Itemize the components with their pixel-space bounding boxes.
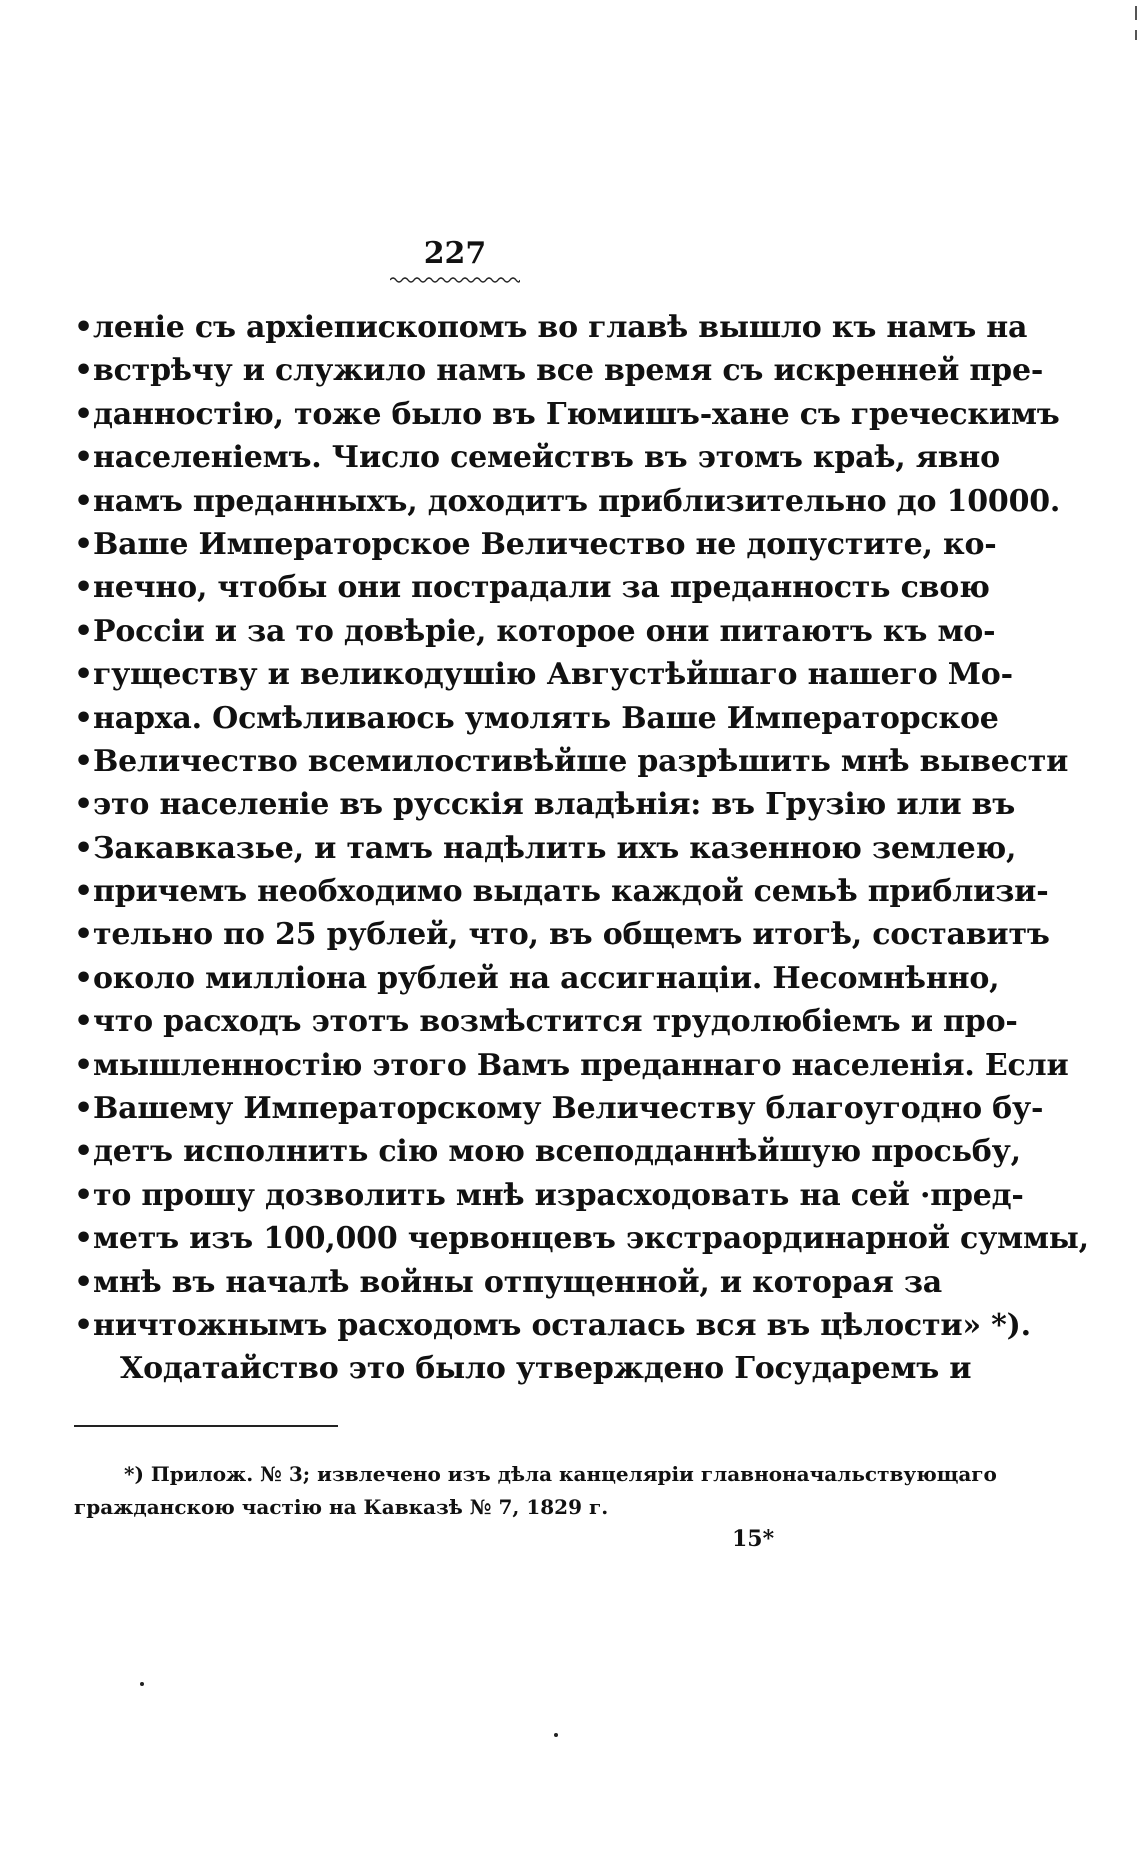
text-line: •это населеніе въ русскія владѣнія: въ Грузію или въ	[74, 787, 1016, 823]
body-text	[74, 306, 1089, 1391]
scan-speck	[554, 1733, 558, 1737]
text-line: •метъ изъ 100,000 червонцевъ экстраординарной суммы,	[74, 1221, 1089, 1257]
text-line: •леніе съ архіепископомъ во главѣ вышло къ намъ на	[74, 310, 1028, 345]
text-line: •Вашему Императорскому Величеству благоугодно бу-	[74, 1091, 1044, 1127]
text-line: •Ваше Императорское Величество не допустите, ко-	[74, 526, 997, 562]
text-line: •Величество всемилостивѣйше разрѣшить мнѣ вывести	[74, 743, 1069, 779]
footnote-rule	[74, 1425, 338, 1427]
text-line: •Закавказье, и тамъ надѣлить ихъ казенною землею,	[74, 830, 1017, 866]
text-line: •что расходъ этотъ возмѣстится трудолюбіемъ и про-	[74, 1004, 1018, 1040]
scan-edge-mark	[1135, 30, 1137, 40]
text-line: •то прошу дозволить мнѣ израсходовать на сей ·пред-	[74, 1177, 1024, 1213]
text-line: •мнѣ въ началѣ войны отпущенной, и которая за	[74, 1264, 943, 1300]
scan-speck	[140, 1682, 144, 1686]
text-line: •около милліона рублей на ассигнаціи. Несомнѣнно,	[74, 960, 1000, 996]
text-line: •населеніемъ. Число семействъ въ этомъ краѣ, явно	[74, 440, 1000, 476]
text-line: •гуществу и великодушію Августѣйшаго нашего Мо-	[74, 657, 1013, 693]
page-number: 227	[423, 236, 487, 271]
text-line: •ничтожнымъ расходомъ осталась вся въ цѣлости» *).	[74, 1307, 1031, 1343]
text-line: •тельно по 25 рублей, что, въ общемъ итогѣ, составитъ	[74, 917, 1050, 953]
text-line: •намъ преданныхъ, доходитъ приблизительно до 10000.	[74, 483, 1061, 519]
footnote	[74, 1458, 997, 1524]
footnote-line: гражданскою частію на Кавказѣ № 7, 1829 г.	[74, 1495, 609, 1519]
page-number-ornament	[390, 276, 520, 284]
text-line: •встрѣчу и служило намъ все время съ искренней пре-	[74, 353, 1044, 389]
text-line: •данностію, тоже было въ Гюмишъ-хане съ греческимъ	[74, 396, 1060, 432]
text-line: •мышленностію этого Вамъ преданнаго населенія. Если	[74, 1047, 1069, 1083]
signature-mark: 15*	[732, 1526, 775, 1552]
text-line: •причемъ необходимо выдать каждой семьѣ приблизи-	[74, 874, 1049, 910]
text-line: •детъ исполнить сію мою всеподданнѣйшую просьбу,	[74, 1134, 1021, 1170]
scan-edge-mark	[1135, 6, 1137, 20]
text-line: •нечно, чтобы они пострадали за преданность свою	[74, 570, 990, 606]
text-line-paragraph-start: Ходатайство это было утверждено Государемъ и	[120, 1351, 972, 1387]
text-line: •Россіи и за то довѣріе, которое они питаютъ къ мо-	[74, 613, 996, 649]
footnote-line: *) Прилож. № 3; извлечено изъ дѣла канцеляріи главноначальствующаго	[124, 1462, 997, 1486]
text-line: •нарха. Осмѣливаюсь умолять Ваше Императорское	[74, 700, 999, 736]
